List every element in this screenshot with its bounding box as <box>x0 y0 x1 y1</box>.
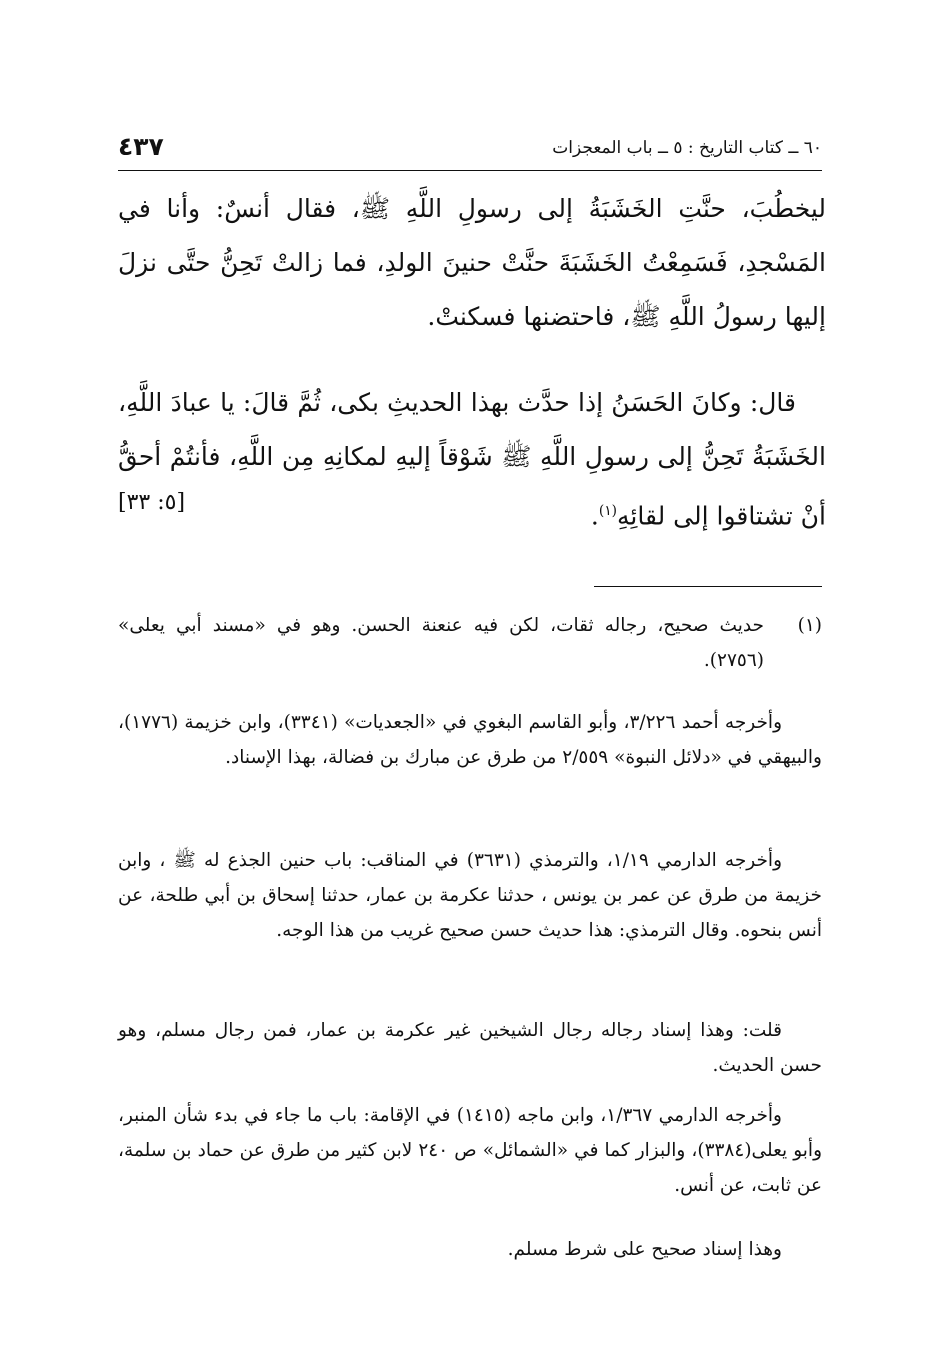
footnote-paragraph-3: وأخرجه الدارمي ١/١٩، والترمذي (٣٦٣١) في المناقب: باب حنين الجذع له ﷺ ، وابن خزيمة من طرق عن عمر بن يونس ، حدثنا عكرمة بن عمار، حدثنا إسحاق بن أبي طلحة، عن أنس بنحوه. وقال الترمذي: هذا حديث حسن صحيح غريب من هذا الوجه. <box>118 850 822 941</box>
main-paragraph-1: ليخطُبَ، حنَّتِ الخَشَبَةُ إلى رسولِ اللَّهِ ﷺ، فقال أنسٌ: وأنا في المَسْجدِ، فَسَمِعْتُ الخَشَبَةَ حنَّتْ حنينَ الولدِ، فما زالتْ تَحِنُّ حتَّى نزلَ إليها رسولُ اللَّهِ ﷺ، فاحتضنها فسكنتْ. <box>118 194 826 331</box>
main-paragraph-2 <box>118 376 826 543</box>
footnote-1-text: حديث صحيح، رجاله ثقات، لكن فيه عنعنة الحسن. وهو في «مسند أبي يعلى» (٢٧٥٦). <box>118 615 764 671</box>
footnote-1-marker: (١) <box>797 615 822 636</box>
footnote-paragraph-4: قلت: وهذا إسناد رجاله رجال الشيخين غير عكرمة بن عمار، فمن رجال مسلم، وهو حسن الحديث. <box>118 1020 822 1076</box>
footnote-1 <box>118 608 822 678</box>
main-paragraph-2-end: . <box>590 501 599 531</box>
footnote-paragraph-2: وأخرجه أحمد ٣/٢٢٦، وأبو القاسم البغوي في «الجعديات» (٣٣٤١)، وابن خزيمة (١٧٧٦)، والبيهقي في «دلائل النبوة» ٢/٥٥٩ من طرق عن مبارك بن فضالة، بهذا الإسناد. <box>118 712 822 768</box>
page-number: ٤٣٧ <box>118 132 164 161</box>
source-reference: [٥: ٣٣] <box>118 490 186 515</box>
footnote-reference-mark[interactable]: (١) <box>598 503 617 519</box>
footnote-separator <box>594 586 822 587</box>
header-rule <box>118 170 822 171</box>
main-paragraph-2-text: قال: وكانَ الحَسَنُ إذا حدَّث بهذا الحديثِ بكى، ثُمَّ قالَ: يا عبادَ اللَّهِ، الخَشَبَةُ تَحِنُّ إلى رسولِ اللَّهِ ﷺ شَوْقاً إليهِ لمكانِهِ مِن اللَّهِ، فأنتُمْ أحقُّ أنْ تشتاقوا إلى لقائِهِ <box>118 388 826 531</box>
footnote-paragraph-5: وأخرجه الدارمي ١/٣٦٧، وابن ماجه (١٤١٥) في الإقامة: باب ما جاء في بدء شأن المنبر، وأبو يعلى(٣٣٨٤)، والبزار كما في «الشمائل» ص ٢٤٠ لابن كثير من طرق عن حماد بن سلمة، عن ثابت، عن أنس. <box>118 1105 822 1196</box>
running-head: ٦٠ ــ كتاب التاريخ : ٥ ــ باب المعجزات <box>552 138 822 158</box>
footnote-paragraph-6: وهذا إسناد صحيح على شرط مسلم. <box>507 1239 782 1260</box>
page-header <box>118 128 822 168</box>
